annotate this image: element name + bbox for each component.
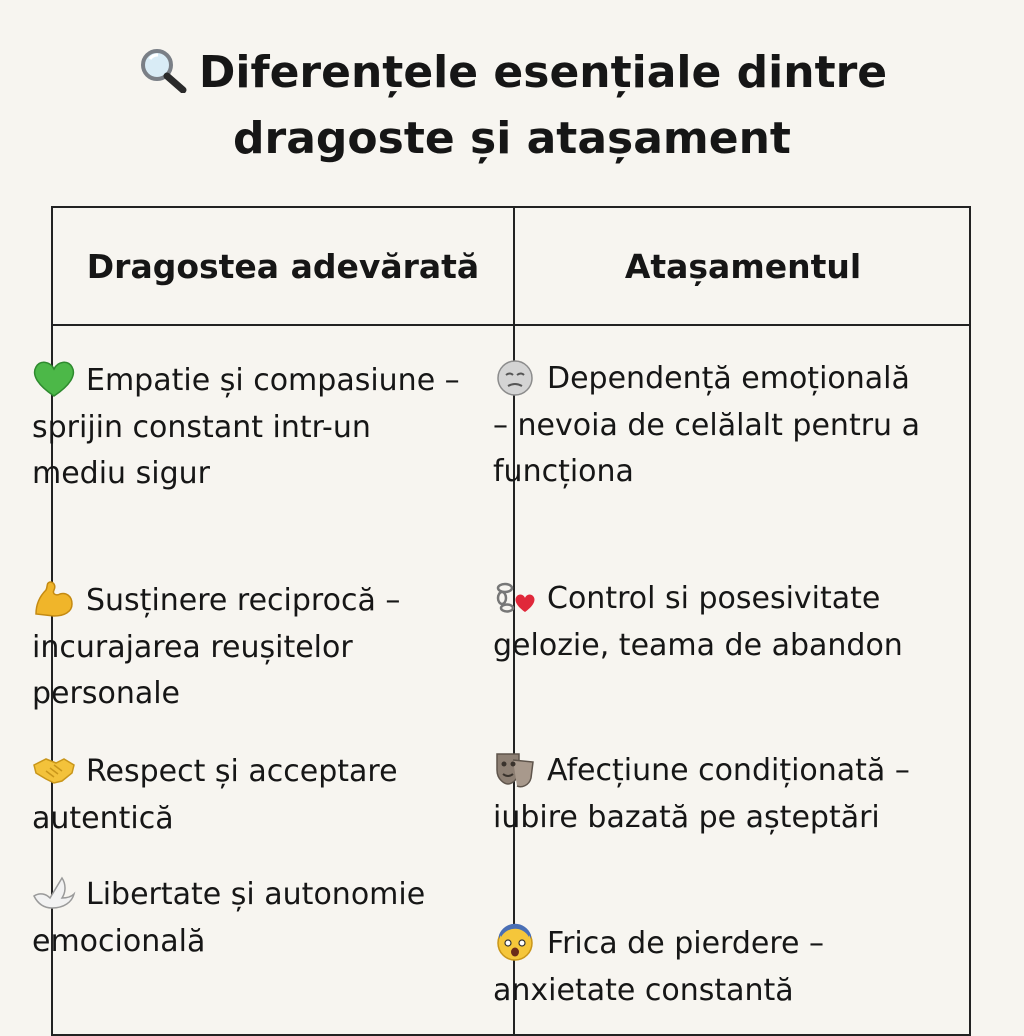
love-item-empathy: Empatie și compasiune – sprijin constant intr-un mediu sigur xyxy=(32,358,462,498)
header-true-love: Dragostea adevărată xyxy=(86,246,480,286)
chain-heart-icon xyxy=(493,578,537,616)
flexed-biceps-icon xyxy=(32,580,76,618)
theater-masks-icon xyxy=(493,750,537,788)
page-title xyxy=(0,40,1024,172)
attachment-item-dependence: Dependență emoțională – nevoia de celălalt pentru a funcționa xyxy=(493,356,923,496)
attachment-item-control: Control si posesivitate gelozie, teama de abandon xyxy=(493,576,923,669)
sad-face-icon xyxy=(493,358,537,396)
magnifying-glass-icon xyxy=(137,47,189,93)
love-item-respect: Respect și acceptare autentică xyxy=(32,749,462,842)
dove-icon xyxy=(32,874,76,912)
attachment-item-fear: Frica de pierdere – anxietate constantă xyxy=(493,921,923,1014)
green-heart-icon xyxy=(32,360,76,398)
title-line-2: dragoste și atașament xyxy=(233,113,791,164)
handshake-icon xyxy=(32,751,76,789)
fearful-face-icon xyxy=(493,923,537,961)
attachment-item-conditional: Afecțiune condiționată – iubire bazată pe așteptări xyxy=(493,748,923,841)
love-item-freedom: Libertate și autonomie emocională xyxy=(32,872,462,965)
title-line-1: Diferențele esențiale dintre xyxy=(198,47,888,98)
header-attachment: Atașamentul xyxy=(624,246,862,286)
love-item-support: Susținere reciprocă – incurajarea reușitelor personale xyxy=(32,578,462,718)
header-divider xyxy=(53,324,969,326)
